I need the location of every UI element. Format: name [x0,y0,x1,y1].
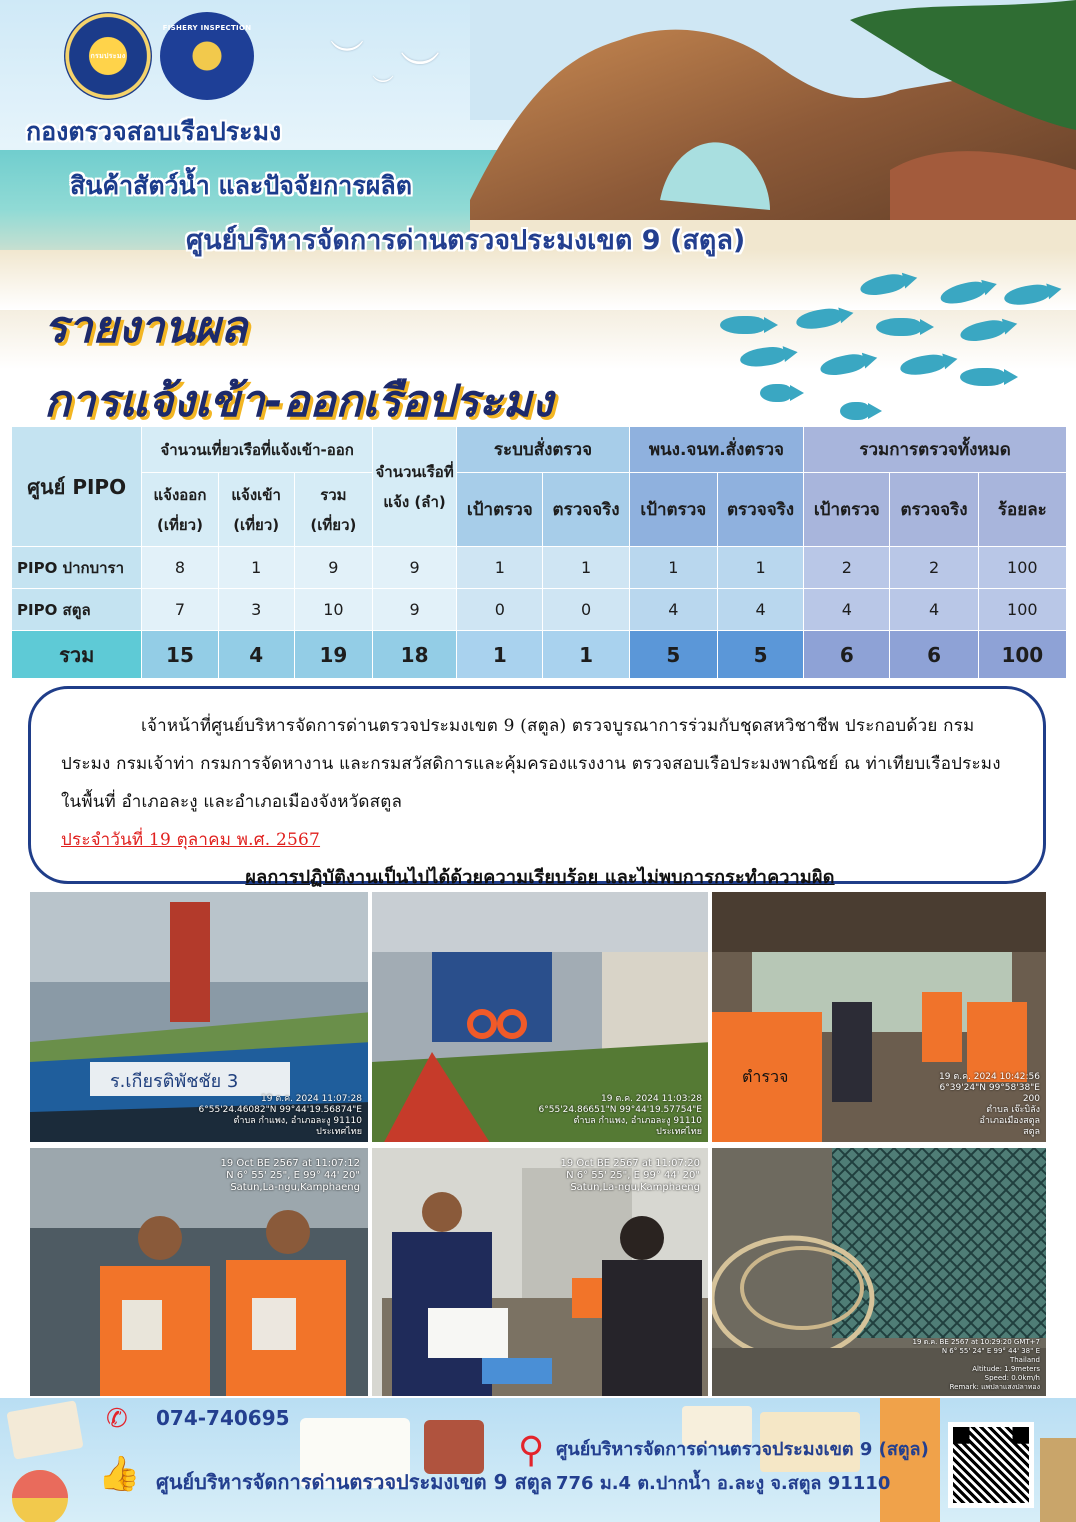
header-percent: ร้อยละ [978,473,1066,547]
header-trips-out: แจ้งออก (เที่ยว) [142,473,218,547]
summary-box [28,686,1046,888]
seagull-icon: ︶ [400,49,440,95]
org-name-line2: สินค้าสัตว์น้ำ และปัจจัยการผลิต [70,171,412,200]
header-total-target: เป้าตรวจ [804,473,890,547]
total-system-target: 1 [457,631,543,679]
cell-in: 3 [218,589,294,631]
rock-arch-image [470,0,1076,250]
boat-name-text: ร.เกียรติพัชชัย 3 [110,1071,239,1092]
fish-icon [840,402,870,420]
photo-inspection-team [710,890,1048,1144]
cell-total-target: 2 [804,547,890,589]
cell-out: 8 [142,547,218,589]
fish-icon [899,352,947,378]
fish-icon [739,345,787,369]
total-in: 4 [218,631,294,679]
cell-officer-target: 4 [629,589,717,631]
header-trips-in: แจ้งเข้า (เที่ยว) [218,473,294,547]
total-officer-target: 5 [629,631,717,679]
fish-icon [960,368,1006,386]
phone-number[interactable]: 074-740695 [156,1406,290,1430]
cell-system-target: 0 [457,589,543,631]
photo-boat-deck [370,890,710,1144]
location-pin-icon: ⚲ [518,1430,545,1471]
table-total-row [12,631,1067,679]
row-center-name: PIPO สตูล [12,589,142,631]
cell-percent: 100 [978,589,1066,631]
header-total-group: รวมการตรวจทั้งหมด [804,427,1067,473]
total-trips: 19 [294,631,372,679]
cell-officer-target: 1 [629,547,717,589]
result-statement: ผลการปฏิบัติงานเป็นไปได้ด้วยความเรียบร้อย และไม่พบการกระทำความผิด [245,867,835,888]
fish-icon [876,318,922,336]
pipo-report-table [11,426,1067,679]
header-center: ศูนย์ PIPO [12,427,142,547]
photo-document-check [370,1146,710,1398]
cell-boats: 9 [372,547,456,589]
total-target: 6 [804,631,890,679]
cell-system-actual: 1 [543,547,629,589]
total-percent: 100 [978,631,1066,679]
header-officer-target: เป้าตรวจ [629,473,717,547]
cell-officer-actual: 1 [717,547,803,589]
logo-text: กรมประมง [90,51,126,60]
cell-officer-actual: 4 [717,589,803,631]
total-system-actual: 1 [543,631,629,679]
fish-icon [959,317,1008,344]
fishery-inspection-logo [160,12,254,100]
cell-total-actual: 2 [890,547,978,589]
header-officer-group: พนง.จนท.สั่งตรวจ [629,427,803,473]
cell-out: 7 [142,589,218,631]
photo-fishing-boat-bow [28,890,370,1144]
summary-paragraph: เจ้าหน้าที่ศูนย์บริหารจัดการด่านตรวจประมงเขต 9 (สตูล) ตรวจบูรณาการร่วมกับชุดสหวิชาชีพ ประกอบด้วย กรมประมง กรมเจ้าท่า กรมการจัดหางาน และกรมสวัสดิการและคุ้มครองแรงงาน ตรวจสอบเรือประมงพาณิชย์ ณ ท่าเทียบเรือประมง ในพื้นที่ อำเภอละงู และอำเภอเมืองจังหวัดสตูล [61,716,1001,812]
photo-geotag: 19 ต.ค. 2024 11:07:28 6°55'24.46082"N 99°44'19.56874"E ตำบล กำแพง, อำเภอละงู 91110 ประเทศไทย [198,1094,362,1137]
photo-geotag: 19 ต.ค. BE 2567 at 10:29:20 GMT+7 N 6° 55' 24" E 99° 44' 38" E Thailand Altitude: 1.9meters Speed: 0.0km/h Remark: แพปลาแสงปลาทอง [912,1338,1040,1391]
seagull-icon: ︶ [330,38,364,78]
row-center-name: PIPO ปากบารา [12,547,142,589]
cell-system-actual: 0 [543,589,629,631]
report-title-line2: การแจ้งเข้า-ออกเรือประมง [44,376,553,420]
photo-geotag: 19 Oct BE 2567 at 11:07:12 N 6° 55' 25", E 99° 44' 20" Satun,La-ngu,Kamphaeng [220,1158,360,1193]
table-row [12,547,1067,589]
org-name-line1: กองตรวจสอบเรือประมง [26,117,282,146]
facebook-like-icon: 👍 [98,1454,141,1494]
cell-percent: 100 [978,547,1066,589]
fish-icon [760,384,792,402]
header-officer-actual: ตรวจจริง [717,473,803,547]
header-boats: จำนวนเรือที่แจ้ง (ลำ) [372,427,456,547]
photo-geotag: 19 ต.ค. 2024 10:42:56 6°39'24"N 99°58'38"E 200 ตำบล เจ๊ะบิลัง อำเภอเมืองสตูล สตูล [939,1072,1040,1137]
seagull-icon: ︶ [372,75,395,100]
header-system-target: เป้าตรวจ [457,473,543,547]
photo-geotag: 19 Oct BE 2567 at 11:07:20 N 6° 55' 25", E 99° 44' 20" Satun,La-ngu,Kamphaeng [560,1158,700,1193]
cell-total-actual: 4 [890,589,978,631]
logo-text: FISHERY INSPECTION [162,24,252,32]
report-title-line1: รายงานผล [44,302,248,353]
total-out: 15 [142,631,218,679]
qr-code[interactable] [948,1422,1034,1508]
cell-in: 1 [218,547,294,589]
header-banner [0,0,1076,420]
cell-trips: 9 [294,547,372,589]
photo-geotag: 19 ต.ค. 2024 11:03:28 6°55'24.86651"N 99°44'19.57754"E ตำบล กำแพง, อำเภอละงู 91110 ประเทศไทย [538,1094,702,1137]
center-name: ศูนย์บริหารจัดการด่านตรวจประมงเขต 9 (สตูล) [186,225,746,256]
fish-icon [720,316,766,334]
phone-icon: ✆ [106,1404,128,1434]
cell-boats: 9 [372,589,456,631]
fish-icon [819,351,868,378]
report-date: ประจำวันที่ 19 ตุลาคม พ.ศ. 2567 [61,830,321,850]
header-trips-group: จำนวนเที่ยวเรือที่แจ้งเข้า-ออก [142,427,373,473]
cell-total-target: 4 [804,589,890,631]
vest-text: ตำรวจ [742,1067,789,1086]
department-of-fisheries-logo [64,12,152,100]
table-row [12,589,1067,631]
address: 776 ม.4 ต.ปากน้ำ อ.ละงู จ.สตูล 91110 [556,1473,891,1494]
total-officer-actual: 5 [717,631,803,679]
header-system-actual: ตรวจจริง [543,473,629,547]
total-boats: 18 [372,631,456,679]
header-system-group: ระบบสั่งตรวจ [457,427,629,473]
photo-fishing-net [710,1146,1048,1398]
address-name: ศูนย์บริหารจัดการด่านตรวจประมงเขต 9 (สตูล) [556,1439,929,1460]
total-actual: 6 [890,631,978,679]
header-trips-total: รวม (เที่ยว) [294,473,372,547]
total-label: รวม [12,631,142,679]
photo-crew-documents [28,1146,370,1398]
footer-contact [0,1398,1076,1522]
header-total-actual: ตรวจจริง [890,473,978,547]
cell-trips: 10 [294,589,372,631]
cell-system-target: 1 [457,547,543,589]
facebook-page-name[interactable]: ศูนย์บริหารจัดการด่านตรวจประมงเขต 9 สตูล [156,1470,552,1494]
